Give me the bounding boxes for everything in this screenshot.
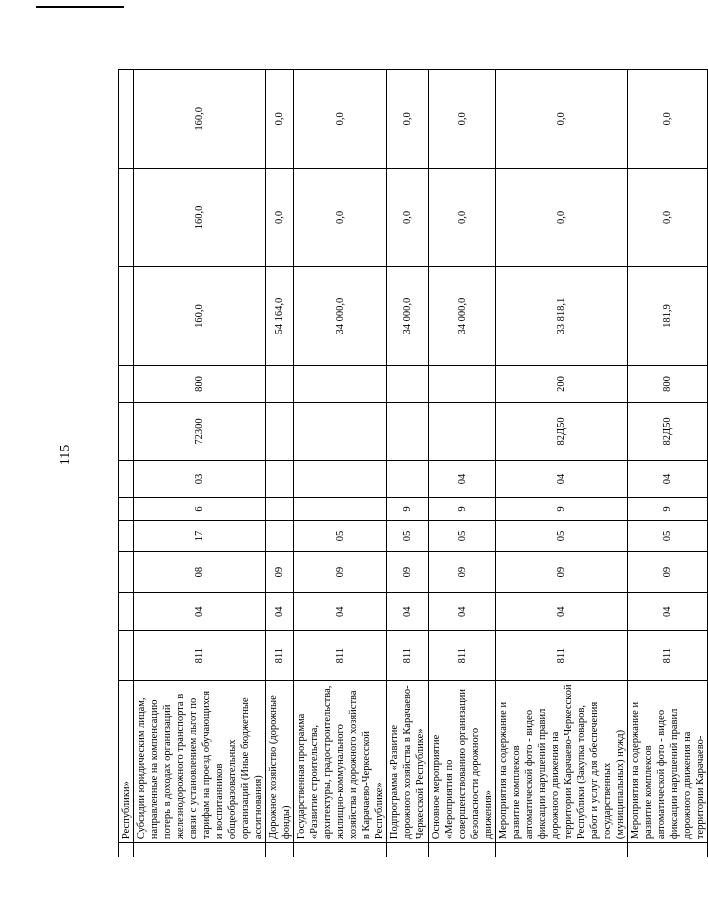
cell-v3: 0,0 bbox=[628, 70, 708, 169]
cell-c7: 800 bbox=[134, 365, 266, 402]
cell-c6 bbox=[119, 403, 134, 461]
cell-strip bbox=[628, 843, 708, 857]
cell-v3: 0,0 bbox=[294, 70, 387, 169]
cell-c3: 05 bbox=[387, 520, 429, 551]
table-row bbox=[294, 70, 387, 858]
cell-c5 bbox=[266, 460, 294, 497]
cell-c4: 9 bbox=[628, 498, 708, 521]
top-rule bbox=[36, 6, 124, 8]
budget-table-rotated bbox=[118, 69, 706, 857]
cell-v1: 181,9 bbox=[628, 267, 708, 366]
cell-c1: 04 bbox=[266, 593, 294, 631]
table-row bbox=[387, 70, 429, 858]
cell-c2: 09 bbox=[429, 552, 496, 593]
cell-c7 bbox=[119, 365, 134, 402]
cell-v2: 0,0 bbox=[294, 168, 387, 267]
cell-c1: 04 bbox=[134, 593, 266, 631]
cell-c3: 05 bbox=[294, 520, 387, 551]
cell-c1: 04 bbox=[628, 593, 708, 631]
cell-c4: 9 bbox=[496, 498, 628, 521]
cell-v3: 0,0 bbox=[266, 70, 294, 169]
cell-c2: 08 bbox=[134, 552, 266, 593]
table-row bbox=[496, 70, 628, 858]
cell-c2: 09 bbox=[294, 552, 387, 593]
cell-c7: 800 bbox=[628, 365, 708, 402]
cell-c2: 09 bbox=[266, 552, 294, 593]
table-row bbox=[119, 70, 134, 858]
cell-v2: 0,0 bbox=[496, 168, 628, 267]
cell-c7 bbox=[387, 365, 429, 402]
cell-code: 811 bbox=[429, 631, 496, 680]
table-row bbox=[266, 70, 294, 858]
cell-c2: 09 bbox=[387, 552, 429, 593]
cell-c5: 03 bbox=[134, 460, 266, 497]
cell-strip bbox=[266, 843, 294, 857]
cell-v1: 34 000,0 bbox=[429, 267, 496, 366]
cell-v1: 33 818,1 bbox=[496, 267, 628, 366]
cell-c4: 6 bbox=[134, 498, 266, 521]
cell-v1: 34 000,0 bbox=[294, 267, 387, 366]
cell-name: Подпрограмма «Развитие дорожного хозяйства в Карачаево-Черкесской Республике» bbox=[387, 680, 429, 842]
cell-v2: 0,0 bbox=[387, 168, 429, 267]
cell-name: Мероприятия на содержание и развитие комплексов автоматической фото - видео фиксации нарушений правил дорожного движения на территории Карачаево-Черкесской Республики (Закупка товаров, работ и услуг для обеспечения государственных (муниципальных) нужд) bbox=[496, 680, 628, 842]
cell-c2: 09 bbox=[628, 552, 708, 593]
cell-c4: 9 bbox=[387, 498, 429, 521]
cell-c4 bbox=[266, 498, 294, 521]
cell-code: 811 bbox=[294, 631, 387, 680]
cell-c6 bbox=[266, 403, 294, 461]
budget-table bbox=[118, 69, 708, 857]
cell-c5 bbox=[119, 460, 134, 497]
cell-v2: 0,0 bbox=[266, 168, 294, 267]
cell-c5 bbox=[294, 460, 387, 497]
cell-v3: 0,0 bbox=[387, 70, 429, 169]
cell-strip bbox=[119, 843, 134, 857]
cell-v1 bbox=[119, 267, 134, 366]
page-number: 115 bbox=[58, 444, 73, 466]
cell-c7 bbox=[429, 365, 496, 402]
cell-name: Основное мероприятие «Мероприятия по совершенствованию организации безопасности дорожного движения» bbox=[429, 680, 496, 842]
cell-code bbox=[119, 631, 134, 680]
cell-v2: 0,0 bbox=[429, 168, 496, 267]
cell-v3: 0,0 bbox=[496, 70, 628, 169]
cell-strip bbox=[429, 843, 496, 857]
cell-strip bbox=[134, 843, 266, 857]
cell-c4: 9 bbox=[429, 498, 496, 521]
cell-c2 bbox=[119, 552, 134, 593]
cell-c1: 04 bbox=[387, 593, 429, 631]
table-body bbox=[119, 70, 708, 858]
cell-c7 bbox=[266, 365, 294, 402]
cell-v2: 160,0 bbox=[134, 168, 266, 267]
cell-code: 811 bbox=[628, 631, 708, 680]
cell-c6: 82Д50 bbox=[628, 403, 708, 461]
cell-strip bbox=[294, 843, 387, 857]
cell-c1: 04 bbox=[429, 593, 496, 631]
cell-c7: 200 bbox=[496, 365, 628, 402]
cell-v2: 0,0 bbox=[628, 168, 708, 267]
cell-c3: 17 bbox=[134, 520, 266, 551]
cell-c4 bbox=[119, 498, 134, 521]
cell-c6 bbox=[294, 403, 387, 461]
cell-name: Мероприятия на содержание и развитие комплексов автоматической фото - видео фиксации нарушений правил дорожного движения на территории Карачаево- bbox=[628, 680, 708, 842]
cell-c5: 04 bbox=[496, 460, 628, 497]
cell-c1: 04 bbox=[496, 593, 628, 631]
cell-c5 bbox=[387, 460, 429, 497]
cell-c3 bbox=[119, 520, 134, 551]
cell-strip bbox=[496, 843, 628, 857]
cell-code: 811 bbox=[496, 631, 628, 680]
cell-v3: 0,0 bbox=[429, 70, 496, 169]
cell-c6: 82Д50 bbox=[496, 403, 628, 461]
cell-c5: 04 bbox=[628, 460, 708, 497]
table-row bbox=[429, 70, 496, 858]
cell-name: Государственная программа «Развитие строительства, архитектуры, градостроительства, жилищно-коммунального хозяйства и дорожного хозяйства в Карачаево-Черкесской Республике» bbox=[294, 680, 387, 842]
cell-c3 bbox=[266, 520, 294, 551]
cell-c7 bbox=[294, 365, 387, 402]
cell-c6 bbox=[429, 403, 496, 461]
cell-c1: 04 bbox=[294, 593, 387, 631]
cell-code: 811 bbox=[387, 631, 429, 680]
cell-c6 bbox=[387, 403, 429, 461]
cell-code: 811 bbox=[266, 631, 294, 680]
cell-v1: 160,0 bbox=[134, 267, 266, 366]
cell-c3: 05 bbox=[496, 520, 628, 551]
cell-c1 bbox=[119, 593, 134, 631]
cell-v1: 54 164,0 bbox=[266, 267, 294, 366]
table-row bbox=[134, 70, 266, 858]
cell-c5: 04 bbox=[429, 460, 496, 497]
cell-c2: 09 bbox=[496, 552, 628, 593]
cell-name: Дорожное хозяйство (дорожные фонды) bbox=[266, 680, 294, 842]
cell-v1: 34 000,0 bbox=[387, 267, 429, 366]
cell-v3: 160,0 bbox=[134, 70, 266, 169]
cell-c3: 05 bbox=[429, 520, 496, 551]
cell-c6: 72300 bbox=[134, 403, 266, 461]
cell-strip bbox=[387, 843, 429, 857]
cell-code: 811 bbox=[134, 631, 266, 680]
cell-name: Субсидии юридическим лицам, направленные на компенсацию потерь в доходах организаций железнодорожного транспорта в связи с установлением льгот по тарифам на проезд обучающихся и воспитанников общеобразовательных организаций (Иные бюджетные ассигнования) bbox=[134, 680, 266, 842]
cell-name: Республики» bbox=[119, 680, 134, 842]
cell-c4 bbox=[294, 498, 387, 521]
cell-v3 bbox=[119, 70, 134, 169]
cell-v2 bbox=[119, 168, 134, 267]
cell-c3: 05 bbox=[628, 520, 708, 551]
table-row bbox=[628, 70, 708, 858]
